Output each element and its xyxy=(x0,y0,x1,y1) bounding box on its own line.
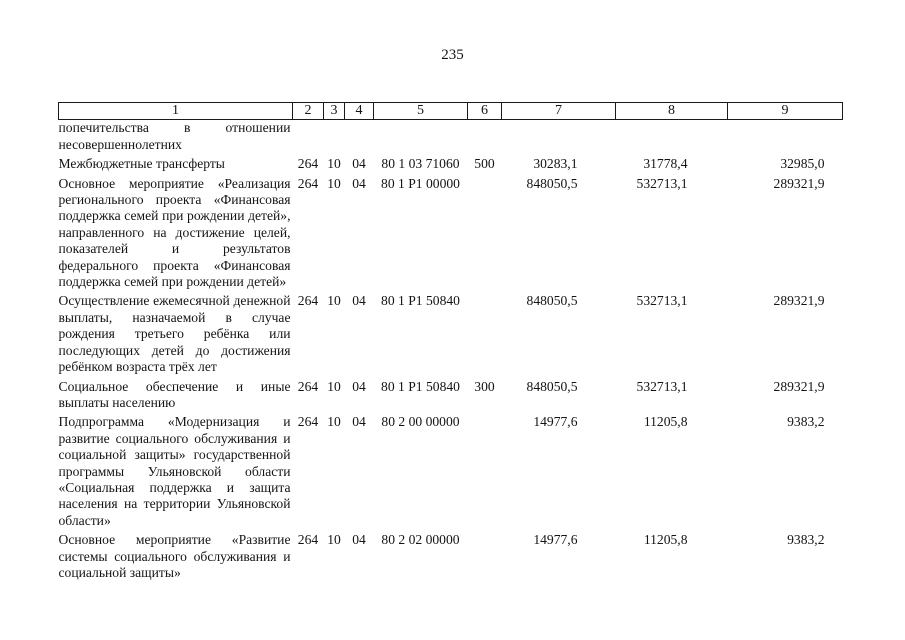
cell-value-8: 11205,8 xyxy=(643,532,688,548)
cell-code-2: 264 xyxy=(297,378,319,394)
row-name: попечительства в отношении несовершеннолетних xyxy=(58,120,291,152)
cell-value-8: 532713,1 xyxy=(636,378,688,394)
cell-value-7: 30283,1 xyxy=(533,156,578,172)
cell-code-6 xyxy=(468,532,502,584)
cell-code-6 xyxy=(468,293,502,378)
cell-value-9: 289321,9 xyxy=(773,293,825,309)
cell-code-4: 04 xyxy=(352,378,366,394)
table-row xyxy=(59,156,843,175)
cell-code-3: 10 xyxy=(327,175,341,191)
cell-value-8 xyxy=(616,120,728,156)
cell-code-4: 04 xyxy=(352,414,366,430)
table-row xyxy=(59,414,843,532)
header-cell-5: 5 xyxy=(374,103,468,120)
row-name: Подпрограмма «Модернизация и развитие социального обслуживания и социальной защиты» государственной программы Ульяновской области «Социальная поддержка и защита населения на территории Ульяновской области» xyxy=(58,414,291,528)
cell-code-4: 04 xyxy=(352,175,366,191)
cell-value-9: 289321,9 xyxy=(773,175,825,191)
cell-value-8: 11205,8 xyxy=(643,414,688,430)
cell-code-4 xyxy=(345,120,374,156)
cell-code-5: 80 1 03 71060 xyxy=(381,156,460,172)
header-cell-4: 4 xyxy=(345,103,374,120)
row-name: Межбюджетные трансферты xyxy=(58,156,225,172)
table-row xyxy=(59,379,843,415)
row-name: Основное мероприятие «Развитие системы социального обслуживания и социальной защиты» xyxy=(58,532,291,580)
cell-code-6: 500 xyxy=(474,156,495,172)
cell-value-8: 31778,4 xyxy=(643,156,688,172)
header-cell-6: 6 xyxy=(468,103,502,120)
header-cell-7: 7 xyxy=(502,103,616,120)
cell-code-5: 80 2 00 00000 xyxy=(381,414,460,430)
table-row xyxy=(59,120,843,156)
cell-value-7: 14977,6 xyxy=(533,532,578,548)
header-cell-9: 9 xyxy=(728,103,843,120)
page-number: 235 xyxy=(441,47,464,63)
cell-value-7: 848050,5 xyxy=(526,175,578,191)
header-cell-3: 3 xyxy=(324,103,345,120)
cell-value-7 xyxy=(502,120,616,156)
header-cell-8: 8 xyxy=(616,103,728,120)
cell-code-2: 264 xyxy=(297,156,319,172)
cell-value-9 xyxy=(728,120,843,156)
cell-value-8: 532713,1 xyxy=(636,175,688,191)
header-cell-2: 2 xyxy=(293,103,324,120)
cell-code-4: 04 xyxy=(352,293,366,309)
cell-value-7: 848050,5 xyxy=(526,378,578,394)
cell-code-5: 80 2 02 00000 xyxy=(381,532,460,548)
cell-code-4: 04 xyxy=(352,532,366,548)
cell-value-9: 9383,2 xyxy=(787,414,825,430)
table-row xyxy=(59,532,843,584)
cell-value-9: 32985,0 xyxy=(780,156,825,172)
cell-code-3: 10 xyxy=(327,532,341,548)
budget-table xyxy=(58,102,843,584)
cell-code-6 xyxy=(468,176,502,294)
cell-value-9: 289321,9 xyxy=(773,378,825,394)
cell-code-6 xyxy=(468,120,502,156)
table-row xyxy=(59,293,843,378)
row-name: Осуществление ежемесячной денежной выплаты, назначаемой в случае рождения третьего ребёнка или последующих детей до достижения ребёнком возраста трёх лет xyxy=(58,293,291,375)
cell-code-5: 80 1 P1 50840 xyxy=(381,378,460,394)
cell-code-2: 264 xyxy=(297,175,319,191)
cell-code-3 xyxy=(324,120,345,156)
cell-code-2: 264 xyxy=(297,414,319,430)
cell-code-5 xyxy=(374,120,468,156)
cell-code-5: 80 1 P1 50840 xyxy=(381,293,460,309)
header-row xyxy=(59,103,843,120)
header-cell-1: 1 xyxy=(59,103,293,120)
cell-code-6 xyxy=(468,414,502,532)
cell-code-4: 04 xyxy=(352,156,366,172)
cell-value-7: 14977,6 xyxy=(533,414,578,430)
cell-code-3: 10 xyxy=(327,414,341,430)
cell-code-2 xyxy=(293,120,324,156)
row-name: Социальное обеспечение и иные выплаты населению xyxy=(58,378,291,410)
cell-code-3: 10 xyxy=(327,293,341,309)
table-row xyxy=(59,176,843,294)
cell-code-5: 80 1 P1 00000 xyxy=(381,175,460,191)
cell-code-2: 264 xyxy=(297,532,319,548)
cell-value-7: 848050,5 xyxy=(526,293,578,309)
cell-code-3: 10 xyxy=(327,156,341,172)
row-name: Основное мероприятие «Реализация регионального проекта «Финансовая поддержка семей при рождении детей», направленного на достижение целей, показателей и результатов федерального проекта «Финансовая поддержка семей при рождении детей» xyxy=(58,175,291,290)
cell-code-3: 10 xyxy=(327,378,341,394)
cell-code-2: 264 xyxy=(297,293,319,309)
cell-value-9: 9383,2 xyxy=(787,532,825,548)
cell-value-8: 532713,1 xyxy=(636,293,688,309)
cell-code-6: 300 xyxy=(474,378,495,394)
